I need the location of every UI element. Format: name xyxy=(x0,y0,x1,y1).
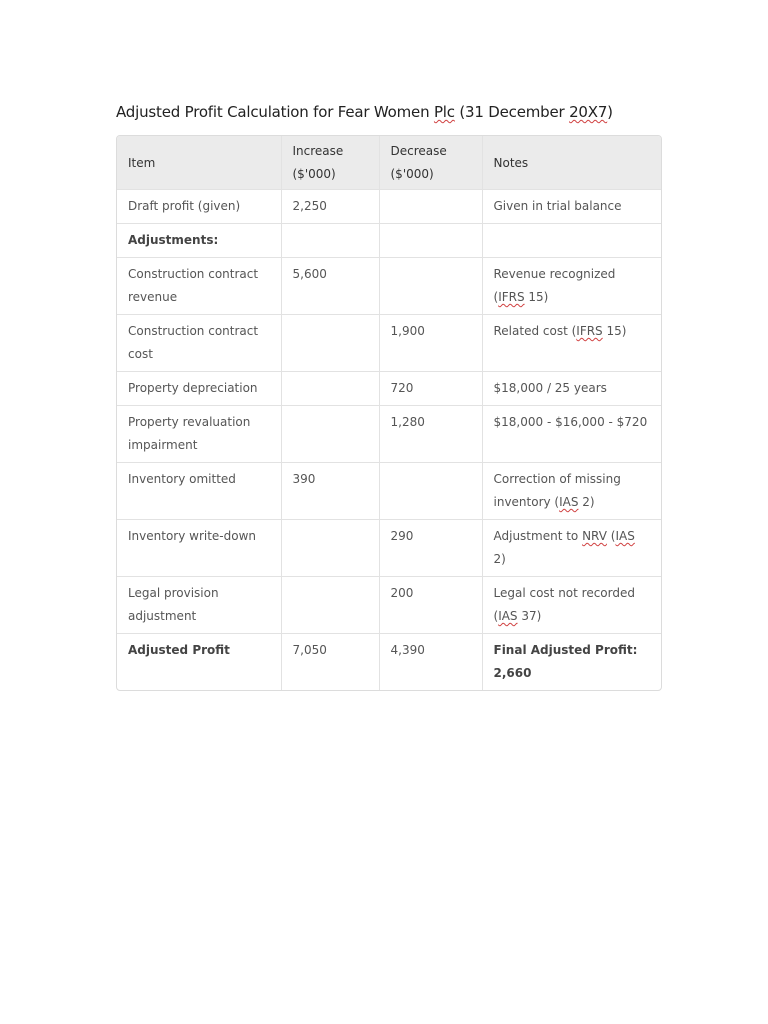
cell-decrease xyxy=(379,190,482,224)
document xyxy=(116,100,662,691)
cell-decrease xyxy=(379,463,482,520)
notes-text-end: 15) xyxy=(524,290,549,304)
table-header xyxy=(117,136,661,190)
table-body xyxy=(117,190,661,691)
cell-item: Property depreciation xyxy=(117,372,281,406)
cell-notes: $18,000 / 25 years xyxy=(482,372,661,406)
cell-increase xyxy=(281,372,379,406)
notes-text: Adjustment to xyxy=(493,529,583,543)
header-notes xyxy=(482,136,661,190)
notes-text: Legal cost not recorded ( xyxy=(493,586,635,623)
table-row-total xyxy=(117,634,661,691)
notes-text: Related cost ( xyxy=(493,324,577,338)
header-notes-label: Notes xyxy=(493,155,529,170)
title-date-text: (31 December xyxy=(454,103,570,121)
cell-notes xyxy=(482,577,661,634)
cell-notes xyxy=(482,520,661,577)
table-row xyxy=(117,258,661,315)
header-decrease xyxy=(379,136,482,190)
table-row xyxy=(117,315,661,372)
notes-text-end: 37) xyxy=(517,609,542,623)
cell-increase xyxy=(281,224,379,258)
cell-item: Legal provision adjustment xyxy=(117,577,281,634)
table-row xyxy=(117,372,661,406)
table-row xyxy=(117,577,661,634)
header-increase-label: Increase xyxy=(292,144,344,158)
table-row xyxy=(117,190,661,224)
cell-item: Adjustments: xyxy=(117,224,281,258)
cell-decrease xyxy=(379,258,482,315)
notes-text-mid: ( xyxy=(606,529,616,543)
cell-notes: Given in trial balance xyxy=(482,190,661,224)
cell-item: Construction contract revenue xyxy=(117,258,281,315)
notes-abbreviation: NRV xyxy=(582,529,607,543)
cell-decrease: 720 xyxy=(379,372,482,406)
cell-item: Adjusted Profit xyxy=(117,634,281,691)
notes-standard: IAS xyxy=(498,609,518,623)
cell-item: Construction contract cost xyxy=(117,315,281,372)
notes-standard: IFRS xyxy=(576,324,603,338)
table-row-adjustments-heading xyxy=(117,224,661,258)
cell-item: Property revaluation impairment xyxy=(117,406,281,463)
header-decrease-unit: ($'000) xyxy=(390,167,434,181)
header-row xyxy=(117,136,661,190)
notes-text-end: 2) xyxy=(493,552,506,566)
cell-increase: 2,250 xyxy=(281,190,379,224)
notes-text-end: 15) xyxy=(602,324,627,338)
cell-notes xyxy=(482,463,661,520)
table-row xyxy=(117,406,661,463)
profit-table-container xyxy=(116,135,662,691)
notes-text-end: 2) xyxy=(578,495,595,509)
header-item-label: Item xyxy=(128,155,156,170)
notes-text: Correction of missing inventory ( xyxy=(493,472,621,509)
title-close: ) xyxy=(607,103,613,121)
table-row xyxy=(117,520,661,577)
cell-increase-total: 7,050 xyxy=(281,634,379,691)
cell-decrease: 1,280 xyxy=(379,406,482,463)
cell-notes xyxy=(482,224,661,258)
notes-standard: IFRS xyxy=(498,290,525,304)
notes-standard: IAS xyxy=(615,529,635,543)
title-company-suffix: Plc xyxy=(433,103,455,121)
cell-notes xyxy=(482,258,661,315)
cell-item: Inventory omitted xyxy=(117,463,281,520)
cell-notes: $18,000 - $16,000 - $720 xyxy=(482,406,661,463)
header-increase-unit: ($'000) xyxy=(292,167,336,181)
cell-increase xyxy=(281,406,379,463)
table-row xyxy=(117,463,661,520)
cell-increase: 390 xyxy=(281,463,379,520)
header-decrease-label: Decrease xyxy=(390,144,447,158)
cell-increase xyxy=(281,520,379,577)
notes-standard: IAS xyxy=(559,495,579,509)
page-title xyxy=(116,100,662,124)
cell-increase xyxy=(281,577,379,634)
cell-decrease: 290 xyxy=(379,520,482,577)
cell-notes xyxy=(482,315,661,372)
header-item xyxy=(117,136,281,190)
cell-item: Inventory write-down xyxy=(117,520,281,577)
cell-increase: 5,600 xyxy=(281,258,379,315)
cell-decrease-total: 4,390 xyxy=(379,634,482,691)
title-year: 20X7 xyxy=(569,103,608,121)
title-text: Adjusted Profit Calculation for Fear Women xyxy=(116,103,434,121)
cell-item: Draft profit (given) xyxy=(117,190,281,224)
cell-decrease xyxy=(379,224,482,258)
cell-notes-total: Final Adjusted Profit: 2,660 xyxy=(493,643,638,680)
profit-table xyxy=(117,136,661,690)
cell-decrease: 1,900 xyxy=(379,315,482,372)
notes-text: Revenue recognized ( xyxy=(493,267,616,304)
cell-increase xyxy=(281,315,379,372)
header-increase xyxy=(281,136,379,190)
cell-decrease: 200 xyxy=(379,577,482,634)
